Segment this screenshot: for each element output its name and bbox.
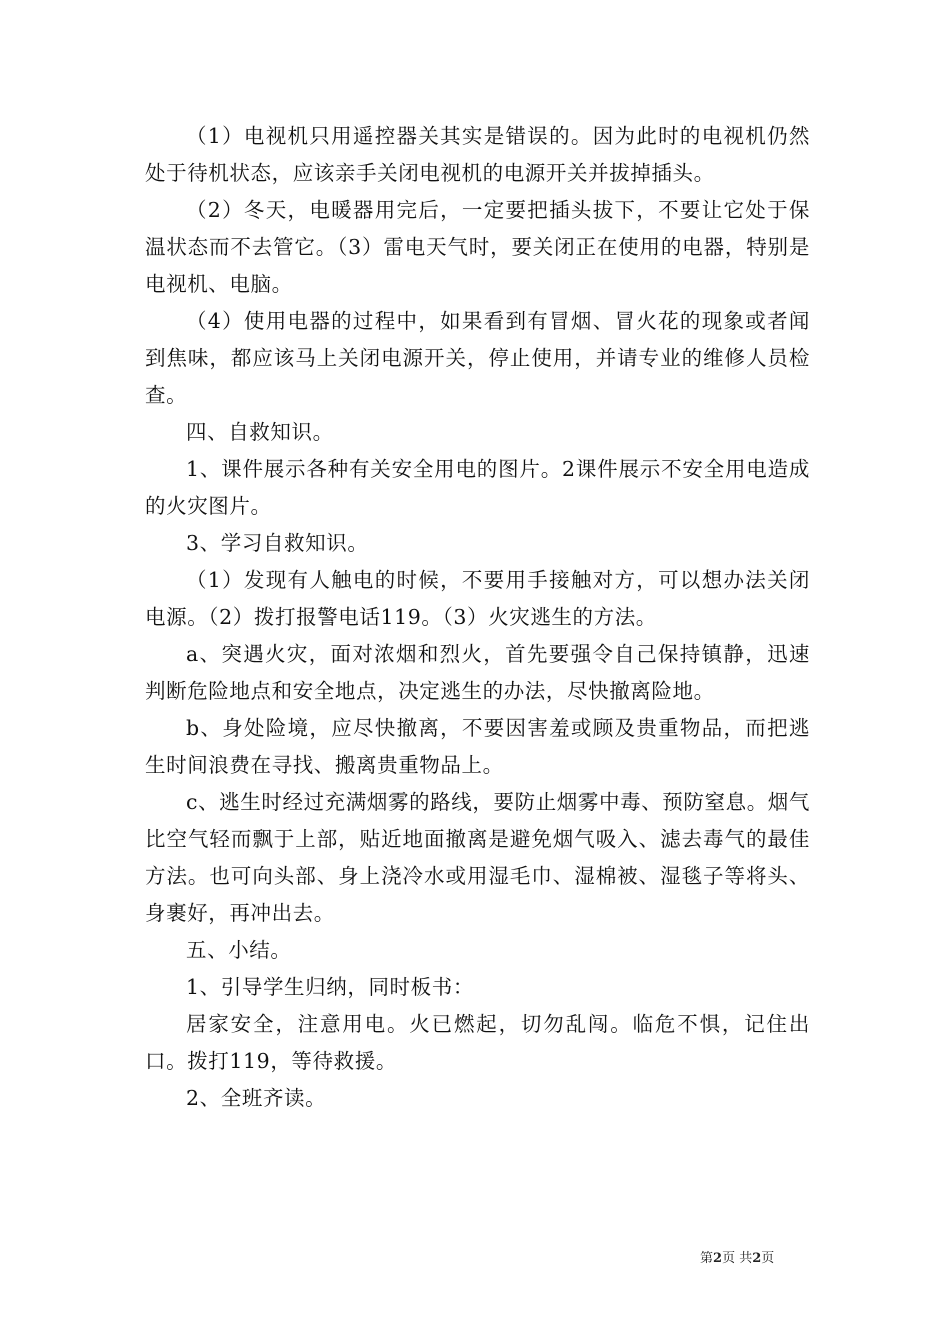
paragraph: 3、学习自救知识。: [186, 531, 369, 555]
page-current: 2: [713, 1251, 723, 1266]
page-middle: 页 共: [722, 1251, 753, 1266]
paragraph: （1）电视机只用遥控器关其实是错误的。因为此时的电视机仍然处于待机状态，应该亲手关闭电视机的电源开关并拔掉插头。: [145, 124, 810, 185]
section-heading: 五、小结。: [186, 938, 292, 962]
paragraph: 1、引导学生归纳，同时板书：: [186, 975, 474, 999]
page-suffix: 页: [761, 1251, 775, 1266]
section-heading: 四、自救知识。: [186, 420, 334, 444]
paragraph: 1、课件展示各种有关安全用电的图片。2课件展示不安全用电造成的火灾图片。: [145, 457, 810, 518]
page-number-footer: [700, 1247, 820, 1266]
paragraph: （2）冬天，电暖器用完后，一定要把插头拔下，不要让它处于保温状态而不去管它。（3）雷电天气时，要关闭正在使用的电器，特别是电视机、电脑。: [145, 198, 810, 296]
paragraph: （1）发现有人触电的时候，不要用手接触对方，可以想办法关闭电源。（2）拨打报警电话119。（3）火灾逃生的方法。: [145, 568, 810, 629]
paragraph: a、突遇火灾，面对浓烟和烈火，首先要强令自己保持镇静，迅速判断危险地点和安全地点，决定逃生的办法，尽快撤离险地。: [145, 642, 810, 703]
page-prefix: 第: [700, 1251, 714, 1266]
paragraph: 居家安全，注意用电。火已燃起，切勿乱闯。临危不惧，记住出口。拨打119，等待救援。: [145, 1012, 810, 1073]
paragraph: 2、全班齐读。: [186, 1086, 327, 1110]
document-body: [145, 118, 810, 1117]
paragraph: b、身处险境，应尽快撤离，不要因害羞或顾及贵重物品，而把逃生时间浪费在寻找、搬离贵重物品上。: [145, 716, 810, 777]
page-total: 2: [752, 1251, 762, 1266]
paragraph: （4）使用电器的过程中，如果看到有冒烟、冒火花的现象或者闻到焦味，都应该马上关闭电源开关，停止使用，并请专业的维修人员检查。: [145, 309, 810, 407]
paragraph: c、逃生时经过充满烟雾的路线，要防止烟雾中毒、预防窒息。烟气比空气轻而飘于上部，贴近地面撤离是避免烟气吸入、滤去毒气的最佳方法。也可向头部、身上浇冷水或用湿毛巾、湿棉被、湿毯子等将头、身裹好，再冲出去。: [145, 790, 810, 925]
